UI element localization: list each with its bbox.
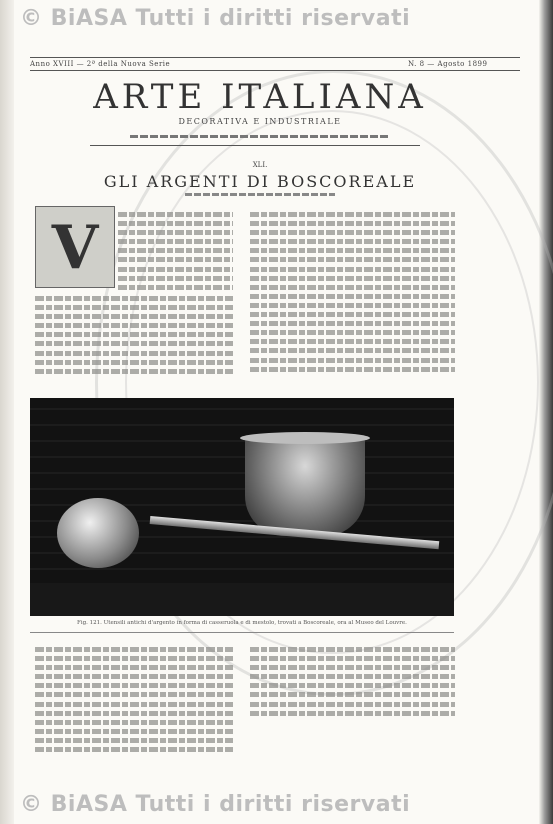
masthead-tagline bbox=[60, 133, 460, 140]
tagline-rule bbox=[90, 145, 420, 146]
figure-caption: Fig. 121. Utensili antichi d'argento in forma di casseruola e di mestolo, trovati a Boscoreale, ora al Museo del Louvre. bbox=[77, 620, 407, 626]
masthead-subtitle: DECORATIVA E INDUSTRIALE bbox=[178, 117, 342, 126]
section-number: XLI. bbox=[252, 161, 268, 169]
header-rule-bottom bbox=[30, 70, 520, 71]
decorated-silver-bowl bbox=[57, 498, 139, 568]
display-base bbox=[30, 583, 454, 616]
issue-info: Anno XVIII — 2ª della Nuova Serie bbox=[30, 60, 171, 68]
masthead-title: ARTE ITALIANA bbox=[93, 77, 427, 117]
watermark-top: © BiASA Tutti i diritti riservati bbox=[20, 6, 411, 31]
body-text-bottom-col2 bbox=[250, 647, 455, 722]
issue-number: N. 8 — Agosto 1899 bbox=[408, 60, 488, 68]
figure-photograph bbox=[30, 398, 454, 616]
body-text-col1-top bbox=[118, 212, 233, 294]
article-title: GLI ARGENTI DI BOSCOREALE bbox=[103, 172, 417, 191]
article-byline bbox=[150, 191, 370, 198]
decorated-initial bbox=[35, 206, 115, 288]
body-text-col2 bbox=[250, 212, 455, 382]
body-text-col1-bottom bbox=[35, 296, 233, 378]
initial-letter: V bbox=[51, 213, 99, 283]
page-edge-left bbox=[0, 0, 14, 824]
vessel-rim bbox=[240, 432, 370, 444]
watermark-bottom: © BiASA Tutti i diritti riservati bbox=[20, 792, 411, 817]
body-text-bottom-col1 bbox=[35, 647, 233, 767]
header-rule-top bbox=[30, 57, 520, 58]
silver-vessel bbox=[245, 436, 365, 536]
caption-rule bbox=[30, 632, 454, 633]
